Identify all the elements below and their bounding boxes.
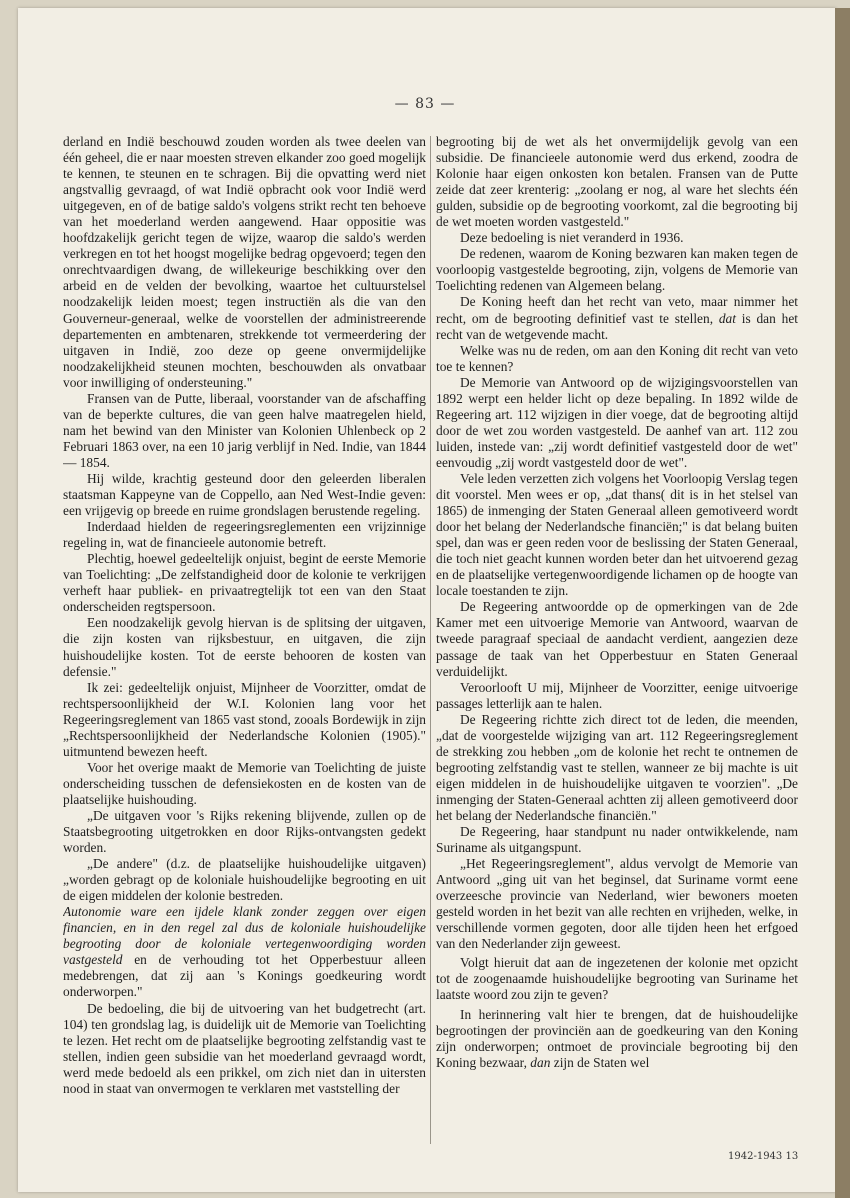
italic-word: dan: [530, 1054, 551, 1070]
paragraph: Hij wilde, krachtig gesteund door den geleerden liberalen staatsman Kappeyne van de Coppello, aan Ned West-Indie geven: een vrijgevig op breede en ruime grondslagen berustende regeling.: [63, 470, 426, 519]
paragraph: „De uitgaven voor 's Rijks rekening blijvende, zullen op de Staatsbegrooting uitgetrokken en door Rijks-ontvangsten gedekt worden.: [63, 807, 426, 856]
paragraph: De Regeering richtte zich direct tot de leden, die meenden, „dat de voorgestelde wijziging van art. 112 Regeeringsreglement de strekking zou hebben „om de kolonie het recht te ontnemen de begrooting zelfstandig vast te stellen, wanneer ze bij machte is uit eigen middelen in de huishoudelijke uitgaven te voorzien". „De inmenging der Staten-Generaal achtten zij alleen gemotiveerd door het belang der Nederlandsche financiën.": [436, 711, 798, 823]
paragraph-italic-passage: [63, 904, 426, 1000]
text-run: De Koning heeft dan het recht van veto, maar nimmer het recht, om de begrooting definitief vast te stellen,: [436, 294, 798, 326]
column-divider: [430, 136, 431, 1144]
paragraph: De redenen, waarom de Koning bezwaren kan maken tegen de voorloopig vastgestelde begrooting, zijn, volgens de Memorie van Toelichting redenen van Algemeen belang.: [436, 246, 798, 294]
paragraph: Voor het overige maakt de Memorie van Toelichting de juiste onderscheiding tusschen de defensiekosten en de kosten van de plaatselijke huishouding.: [63, 759, 426, 807]
paragraph: „De andere" (d.z. de plaatselijke huishoudelijke uitgaven) „worden gebragt op de koloniale huishoudelijke begrooting en uit de eigen middelen der kolonie bestreden.: [63, 856, 426, 904]
page-number: — 83 —: [394, 96, 456, 112]
text-run: zijn de Staten wel: [553, 1054, 650, 1070]
paragraph: „Het Regeeringsreglement", aldus vervolgt de Memorie van Antwoord „ging uit van het beginsel, dat Suriname vormt eene overzeesche provincie van Nederland, wier bewoners moeten gesteld worden in het bezit van alle rechten en vrijheden, welke, in verschillende vormen gegoten, door alle tijden heen het erfgoed van den Nederlander zijn geweest.: [436, 856, 798, 952]
text-run: is dan het recht van de wetgevende macht.: [436, 310, 798, 342]
right-column: [436, 134, 798, 1124]
paragraph: Fransen van de Putte, liberaal, voorstander van de afschaffing van de beperkte cultures, die van geen halve maatregelen hield, nam het bewind van den Minister van Kolonien Uhlenbeck op 2 Februari 1863 over, na een 10 jarig verblijf in Ned. Indie, van 1844 — 1854.: [63, 390, 426, 470]
left-column: [63, 134, 426, 1134]
italic-word: dat: [718, 310, 736, 326]
paragraph: Inderdaad hielden de regeeringsreglementen een vrijzinnige regeling in, wat de financieele autonomie betreft.: [63, 519, 426, 551]
paragraph: Een noodzakelijk gevolg hiervan is de splitsing der uitgaven, die zijn kosten van rijksbestuur, en uitgaven, die zijn huishoudelijke kosten. Tot de eerste behooren de kosten van defensie.": [63, 615, 426, 679]
paragraph: De bedoeling, die bij de uitvoering van het budgetrecht (art. 104) ten grondslag lag, is duidelijk uit de Memorie van Toelichting te lezen. Het recht om de plaatselijke begrooting zelfstandig vast te stellen, indien geen subsidie van het moederland gevraagd wordt, werd mede bedoeld als een prikkel, om zich niet dan in uitersten nood in staat van onvermogen te verklaren met vaststelling der: [63, 1000, 426, 1096]
paragraph: De Regeering, haar standpunt nu nader ontwikkelende, nam Suriname als uitgangspunt.: [436, 824, 798, 856]
scan-edge: [835, 8, 850, 1198]
paragraph: Welke was nu de reden, om aan den Koning dit recht van veto toe te kennen?: [436, 342, 798, 374]
paragraph: begrooting bij de wet als het onvermijdelijk gevolg van een subsidie. De financieele autonomie werd dus erkend, zoodra de Kolonie haar eigen onkosten kon betalen. Fransen van de Putte zeide dat zeer krenterig: „zoolang er nog, al ware het slechts één gulden, subsidie op de begrooting voorkomt, zal die begrooting bij de wet moeten worden vastgesteld.": [436, 134, 798, 230]
paragraph: Vele leden verzetten zich volgens het Voorloopig Verslag tegen dit voorstel. Men wees er op, „dat thans( dit is in het stelsel van 1865) de inmenging der Staten Generaal alleen gemotiveerd wordt door het belang der Nederlandsche financiën;" is dat belang buiten spel, dan was er geen reden voor de beslissing der Staten Generaal, die toch niet geacht kunnen worden beter dan het uitvoerend gezag en de plaatselijke vertegenwoordigende lichamen op de hoogte van locale toestanden te zijn.: [436, 470, 798, 599]
paragraph: Ik zei: gedeeltelijk onjuist, Mijnheer de Voorzitter, omdat de rechtspersoonlijkheid der W.I. Kolonien lang voor het Regeeringsreglement van 1865 vast stond, zooals Bordewijk in zijn „Rechtspersoonlijkheid der Nederlandsche Kolonien (1905)." uitmuntend bewezen heeft.: [63, 679, 426, 759]
paragraph: derland en Indië beschouwd zouden worden als twee deelen van één geheel, die er naar moesten streven elkander zoo goed mogelijk te kennen, te steunen en te schragen. Bij die opvatting werd niet angstvallig gevraagd, of wat Indië opbracht ook voor Indië werd uitgegeven, en of de batige saldo's volgens strikt recht ten behoeve van het moederland werden aangewend. Haar oppositie was hoofdzakelijk gericht tegen de wijze, waarop die saldo's werden verkregen en tot het hoogst mogelijke bedrag opgevoerd; tegen den onrechtvaardigen dwang, de willekeurige beschikking over den arbeid en de velden der bevolking, waartoe het cultuurstelsel noodzakelijk leiden moest; tegen instructiën als die van den Gouverneur-generaal, welke de voorstellen der administreerende departementen en ambtenaren, strekkende tot vermeerdering der uitgaven in Indië, zoo deze op geene onvermijdelijke noodzakelijkheid steunen mochten, beschouwden als onvatbaar voor inwilliging of ondersteuning.": [63, 134, 426, 390]
italic-passage: Autonomie ware een ijdele klank zonder zeggen over eigen financien, en in den regel zal dus de koloniale huishoudelijke begrooting door de koloniale vertegenwoordiging worden vastgesteld: [63, 904, 426, 968]
paragraph: Plechtig, hoewel gedeeltelijk onjuist, begint de eerste Memorie van Toelichting: „De zelfstandigheid door de kolonie te verkrijgen verheft haar publiek- en privaatregtelijk tot een van den Staat onderscheiden regtspersoon.: [63, 551, 426, 615]
paragraph: Volgt hieruit dat aan de ingezetenen der kolonie met opzicht tot de zoogenaamde huishoudelijke begrooting van Suriname het laatste woord zou zijn te geven?: [436, 955, 798, 1003]
footer-code: 1942-1943 13: [728, 1151, 799, 1162]
passage-continuation: en de verhouding tot het Opperbestuur alleen medebrengen, dat zij aan 's Konings goedkeuring wordt onderworpen.": [63, 952, 426, 1000]
text-run: In herinnering valt hier te brengen, dat de huishoudelijke begrootingen der provinciën aan de goedkeuring van den Koning zijn onderworpen; ontmoet de provinciale begrooting bij den Koning bezwaar,: [436, 1006, 798, 1070]
paragraph: [436, 294, 798, 342]
paragraph: [436, 1007, 798, 1071]
paragraph: De Memorie van Antwoord op de wijzigingsvoorstellen van 1892 werpt een helder licht op deze bepaling. In 1892 wilde de Regeering art. 112 wijzigen in dier voege, dat de begrooting altijd door de wet zou worden vastgesteld. De aanhef van art. 112 zou luiden, instede van: „zij wordt definitief vastgesteld door de wet" eenvoudig „zij wordt vastgesteld door de wet".: [436, 374, 798, 470]
paragraph: Veroorlooft U mij, Mijnheer de Voorzitter, eenige uitvoerige passages letterlijk aan te halen.: [436, 679, 798, 711]
paragraph: De Regeering antwoordde op de opmerkingen van de 2de Kamer met een uitvoerige Memorie van Antwoord, waarvan de tweede paragraaf speciaal de aandacht verdient, aangezien deze passage de taak van het Opperbestuur en Staten Generaal verduidelijkt.: [436, 599, 798, 679]
paragraph: Deze bedoeling is niet veranderd in 1936.: [460, 230, 684, 246]
